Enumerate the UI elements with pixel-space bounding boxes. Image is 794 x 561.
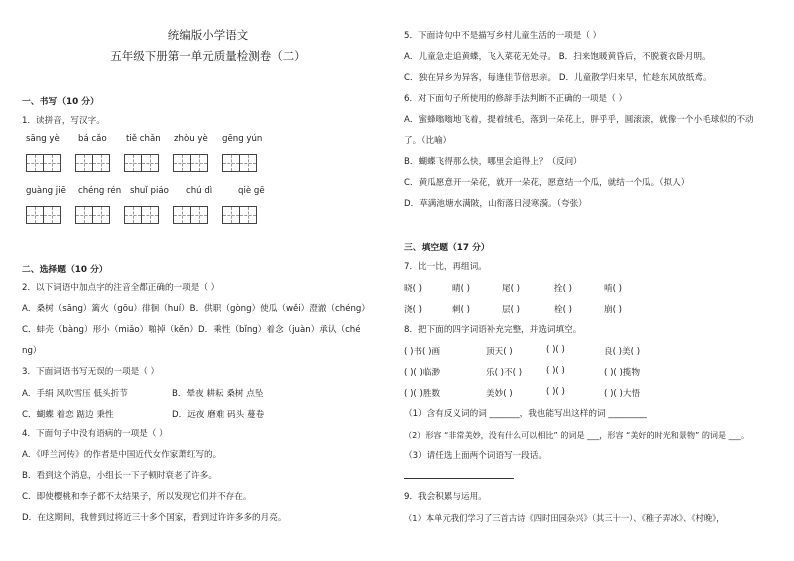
question-5: 5．下面诗句中不是描写乡村儿童生活的一项是（ ） <box>404 31 602 41</box>
q6-option-b: B．蝴蝶飞得那么快，哪里会追得上？（反问） <box>404 157 582 167</box>
q8-item[interactable]: 乐( )不( ) <box>486 368 523 378</box>
writing-grid-2[interactable] <box>75 154 109 172</box>
writing-grid-4[interactable] <box>173 154 207 172</box>
q3-option-c: C．蝴蝶 着恋 踮边 秉性 <box>22 410 114 420</box>
pinyin-5: gēng yún <box>222 134 263 144</box>
question-1: 1．读拼音，写汉字。 <box>22 116 105 126</box>
q8-item[interactable]: ( )( ) <box>546 366 565 376</box>
q6-option-c: C．黄瓜愿意开一朵花，就开一朵花，愿意结一个瓜，就结一个瓜。（拟人） <box>404 178 690 188</box>
q8-item[interactable]: ( )( )临渺 <box>404 368 441 378</box>
pinyin-4: zhòu yè <box>174 134 208 144</box>
page-subtitle: 五年级下册第一单元质量检测卷（二） <box>110 49 306 63</box>
section-3-heading: 三、填空题（17 分） <box>404 243 490 253</box>
page-title: 统编版小学语文 <box>167 28 249 42</box>
question-6: 6．对下面句子所使用的修辞手法判断不正确的一项是（ ） <box>404 94 628 104</box>
q7-item[interactable]: 刺( ) <box>452 305 471 315</box>
q8-item[interactable]: ( )书( )画 <box>404 347 441 357</box>
q4-option-c: C．即使樱桃和李子都不太结果子，所以发现它们并不存在。 <box>22 492 252 502</box>
q6-option-d: D．草满池塘水满陂，山衔落日浸寒漪。（夸张） <box>404 199 587 209</box>
q3-option-d: D．远夜 磨难 码头 蔓卷 <box>172 410 265 420</box>
section-1-heading: 一、书写（10 分） <box>22 97 99 107</box>
q7-item[interactable]: 浇( ) <box>404 305 423 315</box>
pinyin-7: chéng rén <box>78 186 122 196</box>
q8-item[interactable]: ( )( ) <box>546 387 565 397</box>
question-2: 2．以下词语中加点字的注音全都正确的一项是（ ） <box>22 283 220 293</box>
question-3: 3．下面词语书写无误的一项是（ ） <box>22 367 160 377</box>
pinyin-2: bá cǎo <box>78 134 107 144</box>
q8-item[interactable]: 良( )美( ) <box>604 347 641 357</box>
q8-item[interactable]: 美妙( ) <box>486 389 513 399</box>
writing-grid-6[interactable] <box>26 206 60 224</box>
q8-item[interactable]: 顶天( ) <box>486 347 513 357</box>
q4-option-b: B．看到这个消息，小组长一下子顿时衰老了许多。 <box>22 471 217 481</box>
q6-option-a: A．蜜蜂嗡嗡地飞着，提着绒毛，落到一朵花上，胖乎乎，圆滚滚，就像一个小毛球似的不动 <box>404 115 754 125</box>
q6-option-a-wrap: 了。（比喻） <box>404 136 452 146</box>
q8-item[interactable]: ( )( )胜数 <box>404 389 441 399</box>
q7-item[interactable]: 晓( ) <box>404 284 423 294</box>
question-4: 4．下面句子中没有语病的一项是（ ） <box>22 429 168 439</box>
writing-grid-5[interactable] <box>222 154 256 172</box>
q8-item[interactable]: ( )( )揽物 <box>604 368 641 378</box>
pinyin-6: guàng jiē <box>26 186 66 196</box>
q8-subquestion-2: （2）形容 “非常美妙，没有什么可以相比” 的词是 ___，形容 “美好的时光和景物” 的词是 ___。 <box>404 430 749 440</box>
pinyin-9: chú dì <box>186 186 213 196</box>
q2-options-ab: A．桑树（sāng）篱火（gōu）徘徊（huí）B．供职（gòng）使瓜（wěi）澄澈（chéng） <box>22 304 370 314</box>
q9-subquestion-1: （1）本单元我们学习了三首古诗《四时田园杂兴》（其三十一）、《稚子弄冰》、《村晚》， <box>404 513 725 523</box>
writing-grid-7[interactable] <box>75 206 109 224</box>
writing-grid-9[interactable] <box>173 206 207 224</box>
writing-grid-10[interactable] <box>222 206 256 224</box>
q2-options-wrap: ng） <box>22 346 42 356</box>
pinyin-3: tiě chǎn <box>126 134 161 144</box>
writing-grid-8[interactable] <box>124 206 158 224</box>
q7-item[interactable]: 拴( ) <box>554 284 573 294</box>
answer-line[interactable] <box>404 478 514 479</box>
q7-item[interactable]: 崩( ) <box>604 305 623 315</box>
q2-options-cd: C．蚌壳（bàng）形小（miǎo）啪掉（kěn）D．乘性（bǐng）着念（juàn）承认（ché <box>22 325 361 335</box>
q4-option-d: D．在这期间，我曾到过将近三十多个国家，看到过许许多多的月亮。 <box>22 513 287 523</box>
q8-item[interactable]: ( )( )大悟 <box>604 389 641 399</box>
q5-options-cd: C．独在异乡为异客，每逢佳节倍思亲。 D．儿童散学归来早，忙趁东风放纸鸢。 <box>404 73 712 83</box>
q8-item[interactable]: ( )( ) <box>546 345 565 355</box>
pinyin-8: shuǐ piáo <box>130 186 169 196</box>
q7-item[interactable]: 尾( ) <box>502 284 521 294</box>
pinyin-10: qiè gē <box>238 186 265 196</box>
q3-option-b: B．晕夜 耕耘 桑树 点坠 <box>172 389 264 399</box>
q5-options-ab: A．儿童急走追黄蝶，飞入菜花无处寻。 B．扫来饱暖黄昏后，不脱蓑衣卧月明。 <box>404 52 711 62</box>
q8-subquestion-3: （3）请任选上面两个词语写一段话。 <box>404 451 547 461</box>
writing-grid-3[interactable] <box>124 154 158 172</box>
q7-item[interactable]: 层( ) <box>502 305 521 315</box>
q7-item[interactable]: 啃( ) <box>604 284 623 294</box>
q3-option-a: A．手绢 风吹雪压 低头折节 <box>22 389 128 399</box>
q7-item[interactable]: 晴( ) <box>452 284 471 294</box>
question-8: 8．把下面的四字词语补充完整，并选词填空。 <box>404 325 582 335</box>
writing-grid-1[interactable] <box>26 154 60 172</box>
question-7: 7．比一比，再组词。 <box>404 262 487 272</box>
q7-item[interactable]: 栓( ) <box>554 305 573 315</box>
question-9: 9．我会积累与运用。 <box>404 492 487 502</box>
q4-option-a: A．《呼兰河传》的作者是中国近代女作家萧红写的。 <box>22 450 222 460</box>
q8-subquestion-1: （1）含有反义词的词 _______，我也能写出这样的词 _________ <box>404 409 647 419</box>
section-2-heading: 二、选择题（10 分） <box>22 265 108 275</box>
pinyin-1: sāng yè <box>26 134 60 144</box>
